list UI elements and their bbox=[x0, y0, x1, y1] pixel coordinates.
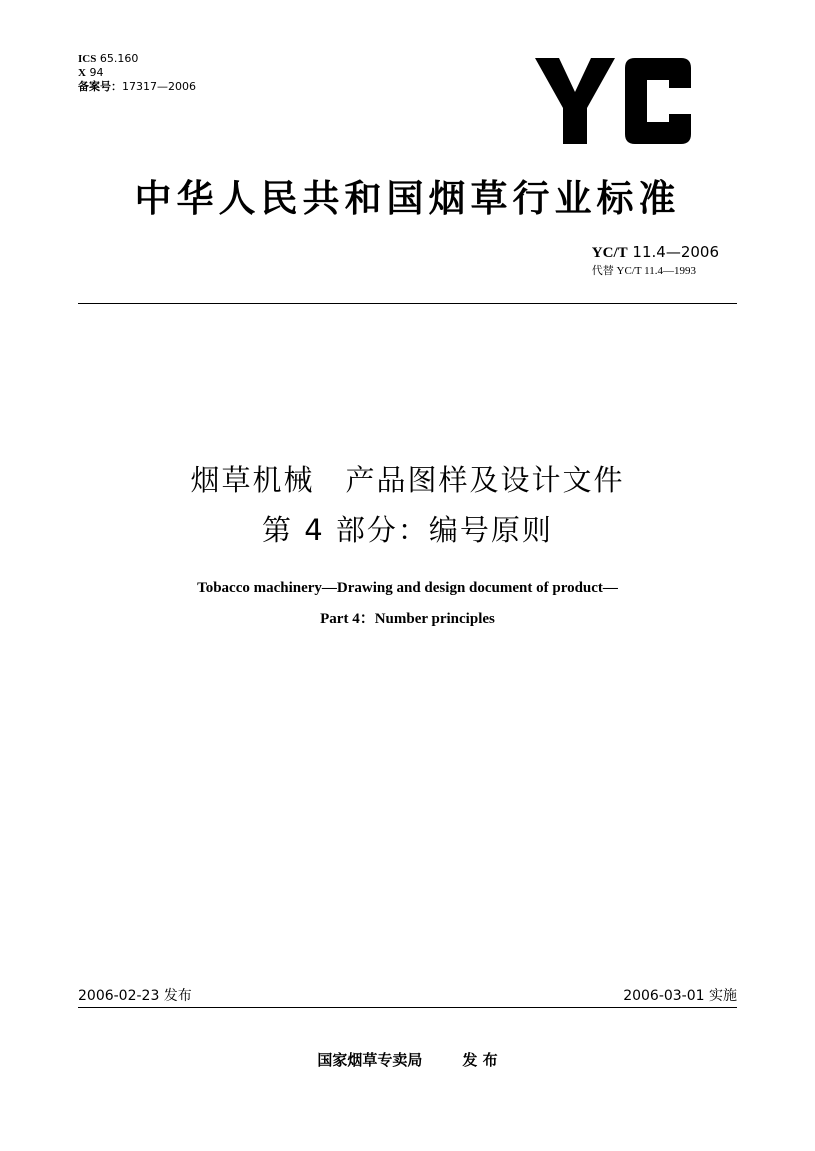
issuing-agency-title: 中华人民共和国烟草行业标准 bbox=[134, 177, 681, 220]
publisher-line bbox=[0, 1049, 815, 1070]
ics-label: ICS bbox=[78, 53, 97, 65]
title-cn-line1: 烟草机械 产品图样及设计文件 bbox=[190, 463, 625, 497]
publisher-action: 发 布 bbox=[462, 1051, 498, 1069]
implementation-date: 2006-03-01 实施 bbox=[623, 988, 737, 1004]
replaces-standard: 代替 YC/T 11.4—1993 bbox=[591, 265, 696, 277]
standard-number bbox=[592, 243, 719, 262]
title-en-line2: Part 4：Number principles bbox=[320, 611, 495, 627]
record-line bbox=[78, 80, 196, 94]
yc-logo bbox=[535, 58, 695, 148]
record-label: 备案号： bbox=[78, 81, 122, 93]
issue-date: 2006-02-23 发布 bbox=[78, 988, 192, 1004]
title-en-line1: Tobacco machinery—Drawing and design document of product— bbox=[197, 580, 618, 596]
standard-code: YC/T bbox=[591, 245, 628, 261]
standard-number-value: 11.4—2006 bbox=[632, 243, 719, 261]
ics-value: 65.160 bbox=[99, 52, 139, 65]
publisher-name: 国家烟草专卖局 bbox=[317, 1051, 423, 1069]
record-value: 17317—2006 bbox=[122, 80, 196, 93]
ics-line bbox=[78, 52, 196, 66]
ccs-line bbox=[78, 66, 196, 80]
yc-logo-graphic bbox=[535, 58, 695, 148]
standard-number-block bbox=[592, 243, 719, 278]
ccs-value: 94 bbox=[89, 66, 104, 79]
footer-divider bbox=[78, 1007, 737, 1008]
ccs-label: X bbox=[78, 67, 86, 79]
title-cn-line2: 第 4 部分：编号原则 bbox=[262, 513, 553, 547]
classification-block bbox=[78, 52, 196, 94]
header-divider bbox=[78, 303, 737, 304]
